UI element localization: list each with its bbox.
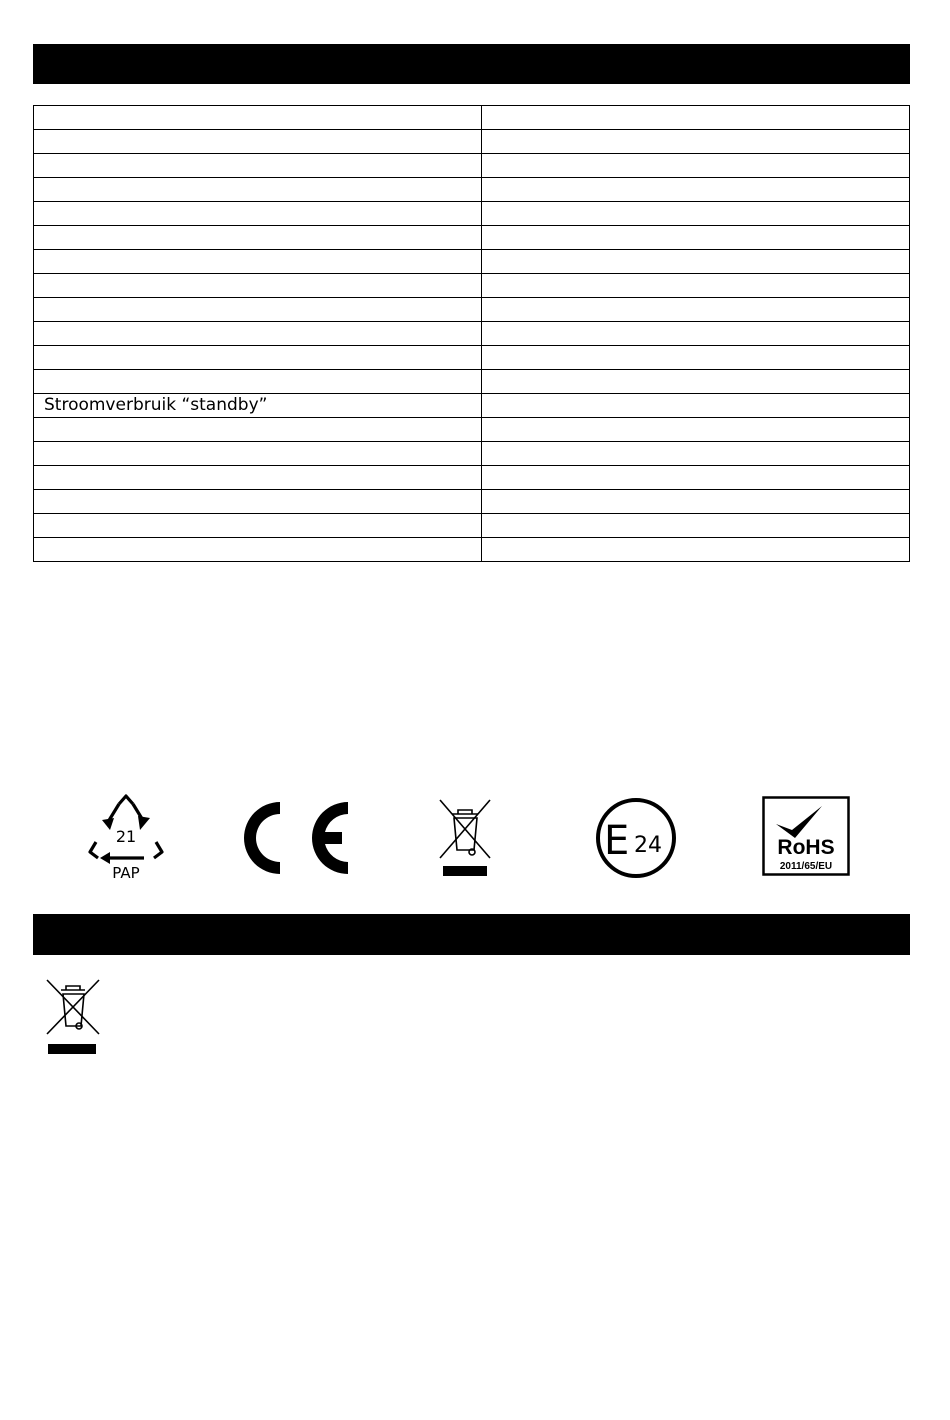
- pap-label: PAP: [112, 864, 140, 882]
- spec-value: [482, 106, 910, 130]
- table-row: [34, 514, 910, 538]
- spec-value: [482, 274, 910, 298]
- spec-label: [34, 418, 482, 442]
- table-row: [34, 538, 910, 562]
- pap-code: 21: [115, 827, 137, 846]
- spec-label: [34, 274, 482, 298]
- e-mark-letter: E: [604, 818, 630, 864]
- spec-value: [482, 154, 910, 178]
- e24-mark-icon: [594, 796, 678, 880]
- spec-value: [482, 418, 910, 442]
- table-row: [34, 346, 910, 370]
- section-header-bar-2: [33, 914, 910, 955]
- spec-value: [482, 298, 910, 322]
- ce-mark-icon: [236, 796, 354, 880]
- rohs-icon: [762, 796, 850, 876]
- spec-label: [34, 250, 482, 274]
- pap-recycling-icon: [86, 792, 166, 882]
- table-row: [34, 178, 910, 202]
- spec-value: [482, 250, 910, 274]
- table-row: [34, 226, 910, 250]
- spec-label: [34, 202, 482, 226]
- section-header-bar-1: [33, 44, 910, 84]
- spec-value: [482, 322, 910, 346]
- spec-label: [34, 466, 482, 490]
- table-row: [34, 322, 910, 346]
- spec-value: [482, 226, 910, 250]
- spec-value: [482, 394, 910, 418]
- spec-value: [482, 130, 910, 154]
- rohs-directive: 2011/65/EU: [779, 861, 833, 872]
- specifications-table: [33, 105, 910, 562]
- spec-label: [34, 154, 482, 178]
- table-row: [34, 154, 910, 178]
- spec-label: [34, 106, 482, 130]
- table-row: [34, 250, 910, 274]
- table-row: [34, 394, 910, 418]
- spec-label: [34, 514, 482, 538]
- table-row: [34, 274, 910, 298]
- spec-label: [34, 178, 482, 202]
- table-row: [34, 106, 910, 130]
- spec-label: [34, 298, 482, 322]
- spec-value: [482, 346, 910, 370]
- spec-value: [482, 514, 910, 538]
- spec-value: [482, 178, 910, 202]
- table-row: [34, 370, 910, 394]
- spec-value: [482, 466, 910, 490]
- spec-value: [482, 202, 910, 226]
- table-row: [34, 442, 910, 466]
- table-row: [34, 466, 910, 490]
- spec-label: [34, 130, 482, 154]
- spec-value: [482, 370, 910, 394]
- spec-label: [34, 322, 482, 346]
- spec-label: [34, 490, 482, 514]
- rohs-label: RoHS: [777, 836, 835, 859]
- spec-label: [34, 538, 482, 562]
- spec-label: [34, 226, 482, 250]
- crossed-out-bin-icon: [434, 796, 496, 878]
- table-row: [34, 490, 910, 514]
- spec-value: [482, 538, 910, 562]
- spec-label: Stroomverbruik “standby”: [34, 394, 482, 418]
- e-mark-number: 24: [634, 833, 662, 858]
- spec-label: [34, 346, 482, 370]
- spec-value: [482, 442, 910, 466]
- table-row: [34, 202, 910, 226]
- crossed-out-bin-icon: [43, 976, 103, 1058]
- table-row: [34, 130, 910, 154]
- table-row: [34, 418, 910, 442]
- spec-label: [34, 370, 482, 394]
- spec-value: [482, 490, 910, 514]
- table-row: [34, 298, 910, 322]
- spec-label: [34, 442, 482, 466]
